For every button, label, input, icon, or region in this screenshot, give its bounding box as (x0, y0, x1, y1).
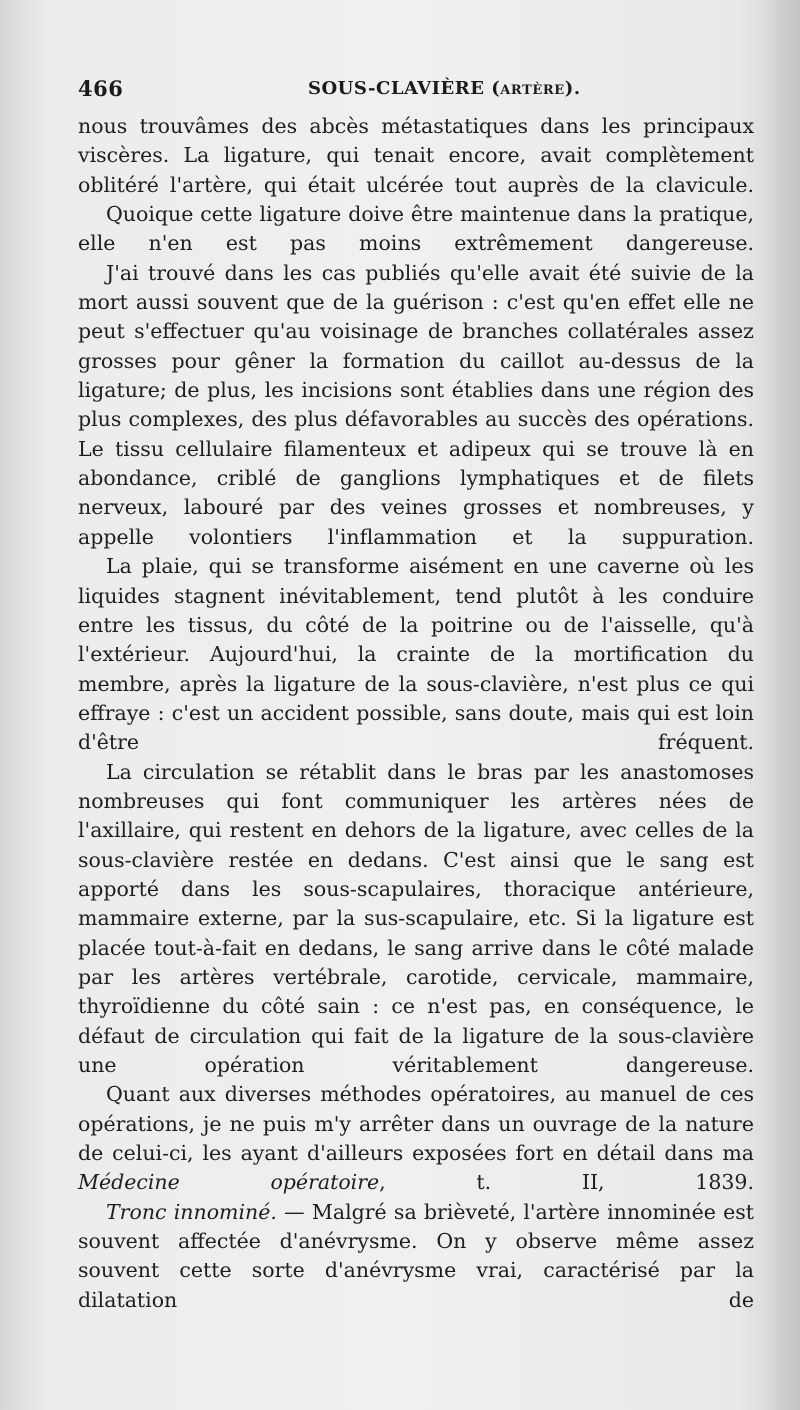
section-heading-italic: Tronc innominé. (106, 1199, 277, 1224)
paragraph-6-citation: , t. II, 1839. (379, 1170, 754, 1195)
paragraph-1: nous trouvâmes des abcès métastatiques dans les principaux viscères. La ligature, qui tenait encore, avait complètement oblitéré l'artère, qui était ulcérée tout auprès de la clavicule. (78, 114, 754, 197)
page-number: 466 (78, 76, 124, 101)
paragraph-7 (78, 1198, 754, 1315)
body-text (78, 112, 754, 1315)
paragraph-6-text: Quant aux diverses méthodes opératoires, au manuel de ces opérations, je ne puis m'y arrêter dans un ouvrage de la nature de celui-ci, les ayant d'ailleurs exposées fort en détail dans ma (78, 1082, 754, 1166)
paragraph-6 (78, 1080, 754, 1197)
paragraph-7-text: — Malgré sa brièveté, l'artère innominée est souvent affectée d'anévrysme. On y observe même assez souvent cette sorte d'anévrysme vrai, caractérisé par la dilatation de (78, 1199, 754, 1312)
running-title (308, 78, 581, 99)
running-title-open: ( (484, 78, 501, 99)
page-gutter-shadow (764, 0, 800, 1410)
running-title-main: SOUS-CLAVIÈRE (308, 78, 485, 99)
running-title-sub: ARTÈRE (500, 83, 565, 98)
paragraph-4: La plaie, qui se transforme aisément en une caverne où les liquides stagnent inévitablement, tend plutôt à les conduire entre les tissus, du côté de la poitrine ou de l'aisselle, qu'à l'extérieur. Aujourd'hui, la crainte de la mortification du membre, après la ligature de la sous-clavière, n'est plus ce qui effraye : c'est un accident possible, sans doute, mais qui est loin d'être fréquent. (78, 554, 754, 755)
page-header (78, 74, 768, 108)
running-title-close: ). (564, 78, 581, 99)
paragraph-3: J'ai trouvé dans les cas publiés qu'elle avait été suivie de la mort aussi souvent que de la guérison : c'est qu'en effet elle ne peut s'effectuer qu'au voisinage de branches collatérales assez grosses pour gêner la formation du caillot au-dessus de la ligature; de plus, les incisions sont établies dans une région des plus complexes, des plus défavorables au succès des opérations. Le tissu cellulaire filamenteux et adipeux qui se trouve là en abondance, criblé de ganglions lymphatiques et de filets nerveux, labouré par des veines grosses et nombreuses, y appelle volontiers l'inflammation et la suppuration. (78, 260, 754, 549)
book-title-italic: Médecine opératoire (78, 1170, 380, 1195)
paragraph-2: Quoique cette ligature doive être maintenue dans la pratique, elle n'en est pas moins extrêmement dangereuse. (78, 202, 754, 256)
paragraph-5: La circulation se rétablit dans le bras par les anastomoses nombreuses qui font communiquer les artères nées de l'axillaire, qui restent en dehors de la ligature, avec celles de la sous-clavière restée en dedans. C'est ainsi que le sang est apporté dans les sous-scapulaires, thoracique antérieure, mammaire externe, par la sus-scapulaire, etc. Si la ligature est placée tout-à-fait en dedans, le sang arrive dans le côté malade par les artères vertébrale, carotide, cervicale, mammaire, thyroïdienne du côté sain : ce n'est pas, en conséquence, le défaut de circulation qui fait de la ligature de la sous-clavière une opération véritablement dangereuse. (78, 759, 754, 1077)
